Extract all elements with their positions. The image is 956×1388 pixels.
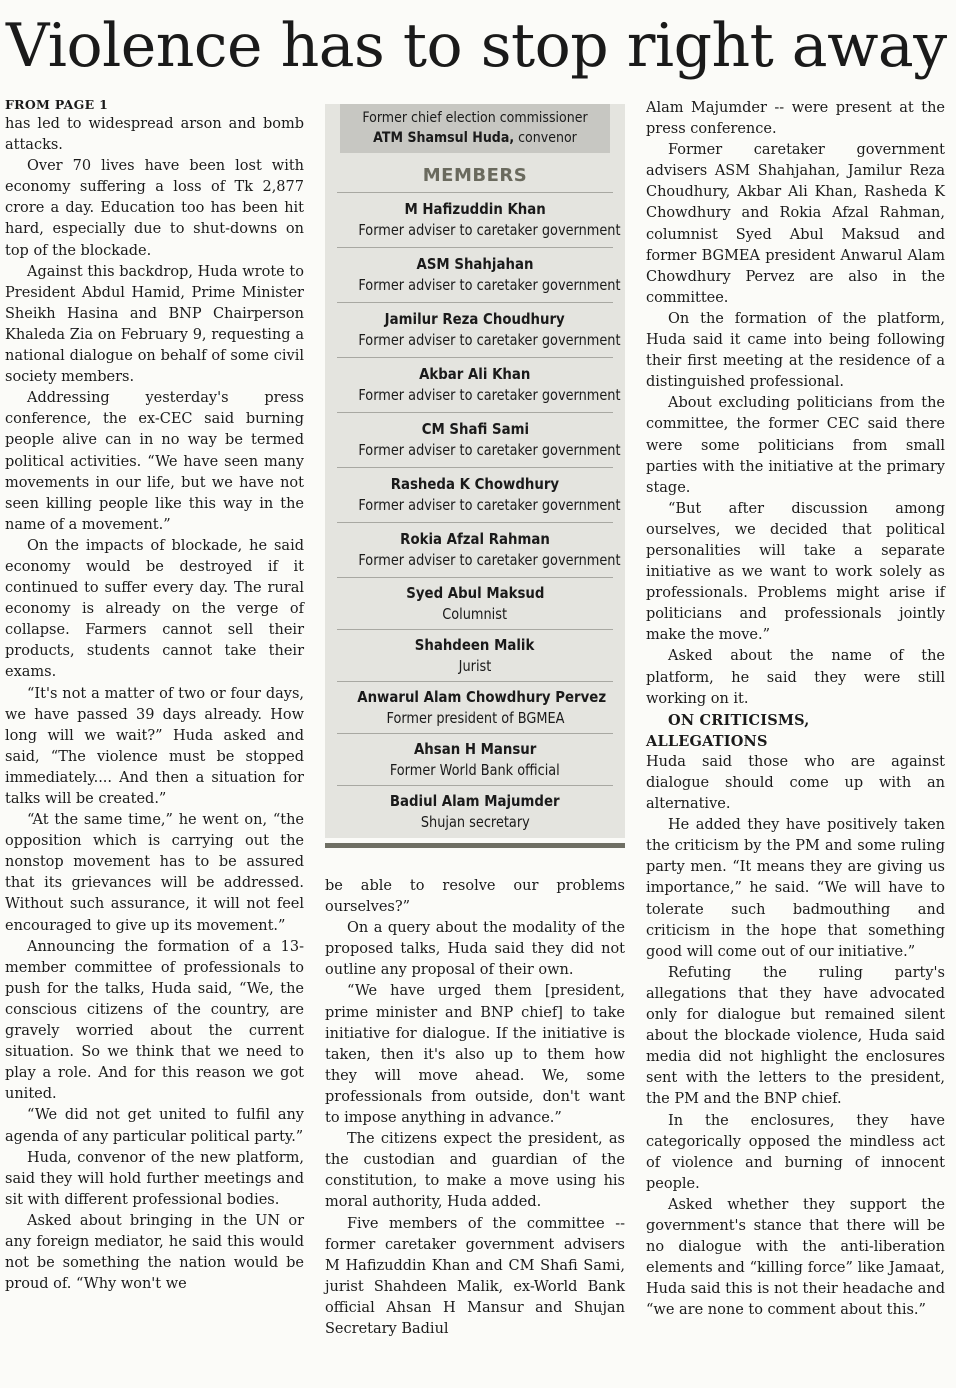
paragraph: “It's not a matter of two or four days, we have passed 39 days already. How long will we wait?” Huda asked and said, “The violence must be stopped immediately.... And then a situation for talks will be created.” [5,685,304,807]
member-name: Jamilur Reza Choudhury [384,310,566,328]
member-name: Badiul Alam Majumder [390,792,560,810]
committee-box [325,104,625,838]
paragraph: Huda, convenor of the new platform, said they will hold further meetings and sit with different professional bodies. [5,1149,304,1208]
member-role: Columnist [442,605,508,623]
paragraph: “At the same time,” he went on, “the opposition which is carrying out the nonstop movement has to be assured that its grievances will be addressed. Without such assurance, it will not feel encouraged to give up its movement.” [5,812,304,934]
member-role: Former adviser to caretaker government [358,386,621,404]
member-role: Former adviser to caretaker government [358,331,621,349]
box-bottom-rule [325,843,625,848]
member-name: Akbar Ali Khan [419,365,531,383]
member-role: Jurist [458,657,492,675]
subheading-line: ALLEGATIONS [646,732,768,750]
paragraph: Five members of the committee -- former caretaker government advisers M Hafizuddin Khan and CM Shafi Sami, jurist Shahdeen Malik, ex-World Bank official Ahsan H Mansur and Shujan Secretary Badiul [325,1215,625,1337]
member-entry [337,577,613,629]
paragraph: Over 70 lives have been lost with economy suffering a loss of Tk 2,877 crore a day. Education too has been hit hard, especially due to shut-downs on top of the blockade. [5,158,304,259]
member-entry [337,302,621,357]
member-entry [337,785,613,837]
member-name: Anwarul Alam Chowdhury Pervez [357,688,607,706]
subheading-line: ON CRITICISMS, [668,711,810,729]
paragraph: On the impacts of blockade, he said economy would be destroyed if it continued to suffer every day. The rural economy is already on the verge of collapse. Farmers cannot sell their products, students cannot take their exams. [5,537,304,681]
article-column-2 [325,876,625,1340]
member-name: Ahsan H Mansur [413,740,537,758]
member-name: M Hafizuddin Khan [404,200,546,218]
member-name: Rokia Afzal Rahman [400,530,550,548]
paragraph: has led to widespread arson and bomb attacks. [5,116,304,154]
paragraph: Alam Majumder -- were present at the press conference. [646,100,945,138]
convenor-name: ATM Shamsul Huda, [373,130,515,146]
member-entry [337,681,613,733]
paragraph: Refuting the ruling party's allegations that they have advocated only for dialogue but remained silent about the blockade violence, Huda said media did not highlight the enclosures sent with the letters to the president, the PM and the BNP chief. [646,964,945,1108]
paragraph: Asked whether they support the government's stance that there will be no dialogue with the anti-liberation elements and “killing force” like Jamaat, Huda said this is not their headache and “we are none to comment about this.” [646,1196,945,1319]
member-entry [337,522,621,577]
continuation-label: FROM PAGE 1 [5,97,109,112]
paragraph: Asked about the name of the platform, he said they were still working on it. [646,648,945,707]
paragraph: Asked about bringing in the UN or any foreign mediator, he said this would not be something the nation would be proud of. “Why won't we [5,1212,304,1293]
paragraph: On a query about the modality of the proposed talks, Huda said they did not outline any proposal of their own. [325,920,625,979]
member-entry [337,629,613,681]
member-name: ASM Shahjahan [416,255,534,273]
paragraph: Announcing the formation of a 13-member committee of professionals to push for the talks, Huda said, “We, the conscious citizens of the country, are gravely worried about the current situation. So we think that we need to play a role. And for this reason we got united. [5,938,304,1103]
member-entry [337,247,621,302]
paragraph: He added they have positively taken the criticism by the PM and some ruling party men. “It means they are giving us importance,” he said. “We will have to tolerate such badmouthing and criticism in the hope that something good will come out of our initiative.” [646,817,945,960]
member-entry [337,412,621,467]
convenor-title: convenor [518,130,577,146]
paragraph: In the enclosures, they have categorically opposed the mindless act of violence and burning of innocent people. [646,1112,945,1192]
paragraph: “We have urged them [president, prime minister and BNP chief] to take initiative for dialogue. If the initiative is taken, then it's also up to them how they will move ahead. We, some professionals from outside, don't want to impose anything in advance.” [325,983,625,1127]
member-entry [337,357,621,412]
paragraph: Against this backdrop, Huda wrote to President Abdul Hamid, Prime Minister Sheikh Hasina and BNP Chairperson Khaleda Zia on February 9, requesting a national dialogue on behalf of some civil society members. [5,263,304,386]
member-name: Syed Abul Maksud [405,584,545,602]
convenor-block [340,104,610,153]
paragraph: Former caretaker government advisers ASM Shahjahan, Jamilur Reza Choudhury, Akbar Ali Khan, Rasheda K Chowdhury and Rokia Afzal Rahman, columnist Syed Abul Maksud and former BGMEA president Anwarul Alam Chowdhury Pervez are also in the committee. [646,142,945,306]
headline: Violence has to stop right away [6,11,947,81]
paragraph: “We did not get united to fulfil any agenda of any particular political party.” [5,1107,304,1145]
paragraph: About excluding politicians from the committee, the former CEC said there were some politicians from small parties with the initiative at the primary stage. [646,395,945,496]
member-role: Former World Bank official [390,761,560,779]
member-entry [337,733,613,785]
member-role: Former president of BGMEA [385,709,564,727]
paragraph: The citizens expect the president, as the custodian and guardian of the constitution, to make a move using his moral authority, Huda added. [325,1131,625,1211]
member-entry [337,467,621,522]
member-name: Rasheda K Chowdhury [390,475,560,493]
member-role: Former adviser to caretaker government [358,221,621,239]
members-heading: MEMBERS [422,165,528,186]
subheading [646,710,945,752]
article-column-3 [646,98,945,1321]
member-name: CM Shafi Sami [421,420,529,438]
paragraph: Addressing yesterday's press conference, the ex-CEC said burning people alive can in no way be termed political activities. “We have seen many movements in our life, but we have not seen killing people like this way in the name of a movement.” [5,390,304,533]
article-column-1 [5,96,304,1295]
convenor-role: Former chief election commissioner [362,110,588,126]
member-name: Shahdeen Malik [415,636,535,654]
paragraph: be able to resolve our problems ourselves?” [325,878,625,916]
paragraph: Huda said those who are against dialogue should come up with an alternative. [646,753,945,813]
member-role: Former adviser to caretaker government [358,551,621,569]
paragraph: On the formation of the platform, Huda said it came into being following their first meeting at the residence of a distinguished professional. [646,310,945,391]
convenor-line [345,128,604,148]
paragraph: “But after discussion among ourselves, we decided that political personalities will take a separate initiative as we want to work solely as professionals. Problems might arise if politicians and professionals jointly make the move.” [646,500,945,644]
member-role: Former adviser to caretaker government [358,276,621,294]
member-role: Former adviser to caretaker government [358,496,621,514]
member-role: Former adviser to caretaker government [358,441,621,459]
member-entry [337,192,621,247]
member-role: Shujan secretary [420,813,530,831]
